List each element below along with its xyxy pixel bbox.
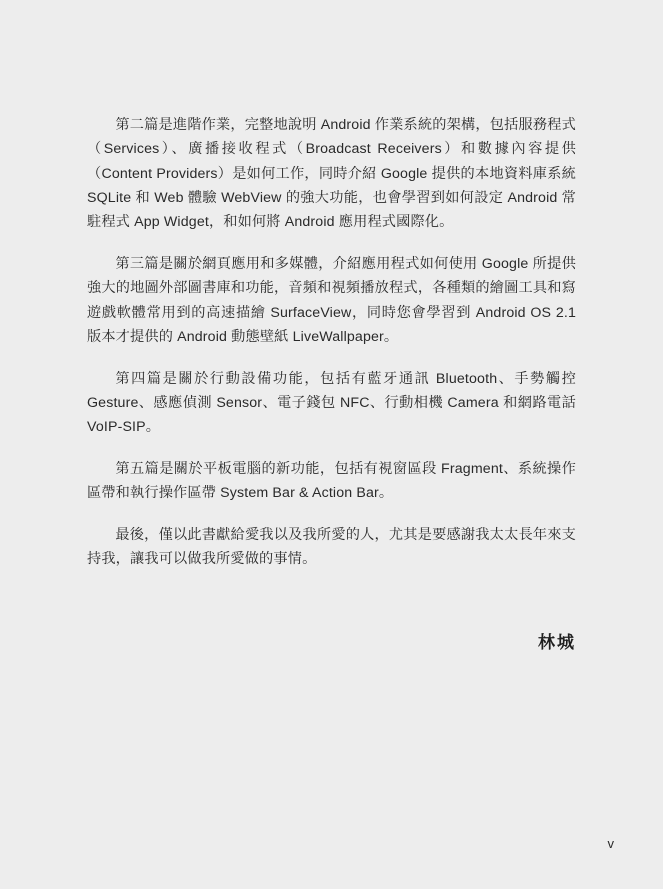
paragraph-part-five: 第五篇是關於平板電腦的新功能，包括有視窗區段 Fragment、系統操作區帶和執行操作區帶 System Bar & Action Bar。: [87, 461, 576, 502]
paragraph-part-three: 第三篇是關於網頁應用和多媒體，介紹應用程式如何使用 Google 所提供強大的地圖外部圖書庫和功能，音頻和視頻播放程式，各種類的繪圖工具和寫遊戲軟體常用到的高速描繪 SurfaceView，同時您會學習到 Android OS 2.1 版本才提供的 Android 動態壁紙 LiveWallpaper。: [87, 255, 576, 345]
page-number: v: [607, 836, 614, 851]
author-signature: 林城: [538, 633, 576, 652]
paragraph-part-two: 第二篇是進階作業，完整地說明 Android 作業系統的架構，包括服務程式（Services）、廣播接收程式（Broadcast Receivers）和數據內容提供（Content Providers）是如何工作，同時介紹 Google 提供的本地資料庫系統 SQLite 和 Web 體驗 WebView 的強大功能，也會學習到如何設定 Android 常駐程式 App Widget，和如何將 Android 應用程式國際化。: [87, 117, 576, 231]
paragraph-part-four: 第四篇是關於行動設備功能，包括有藍牙通訊 Bluetooth、手勢觸控 Gesture、感應偵測 Sensor、電子錢包 NFC、行動相機 Camera 和網路電話 VoIP-SIP。: [87, 370, 576, 436]
preface-body: [87, 113, 576, 572]
paragraph-dedication: 最後，僅以此書獻給愛我以及我所愛的人，尤其是要感謝我太太長年來支持我，讓我可以做我所愛做的事情。: [87, 527, 576, 568]
